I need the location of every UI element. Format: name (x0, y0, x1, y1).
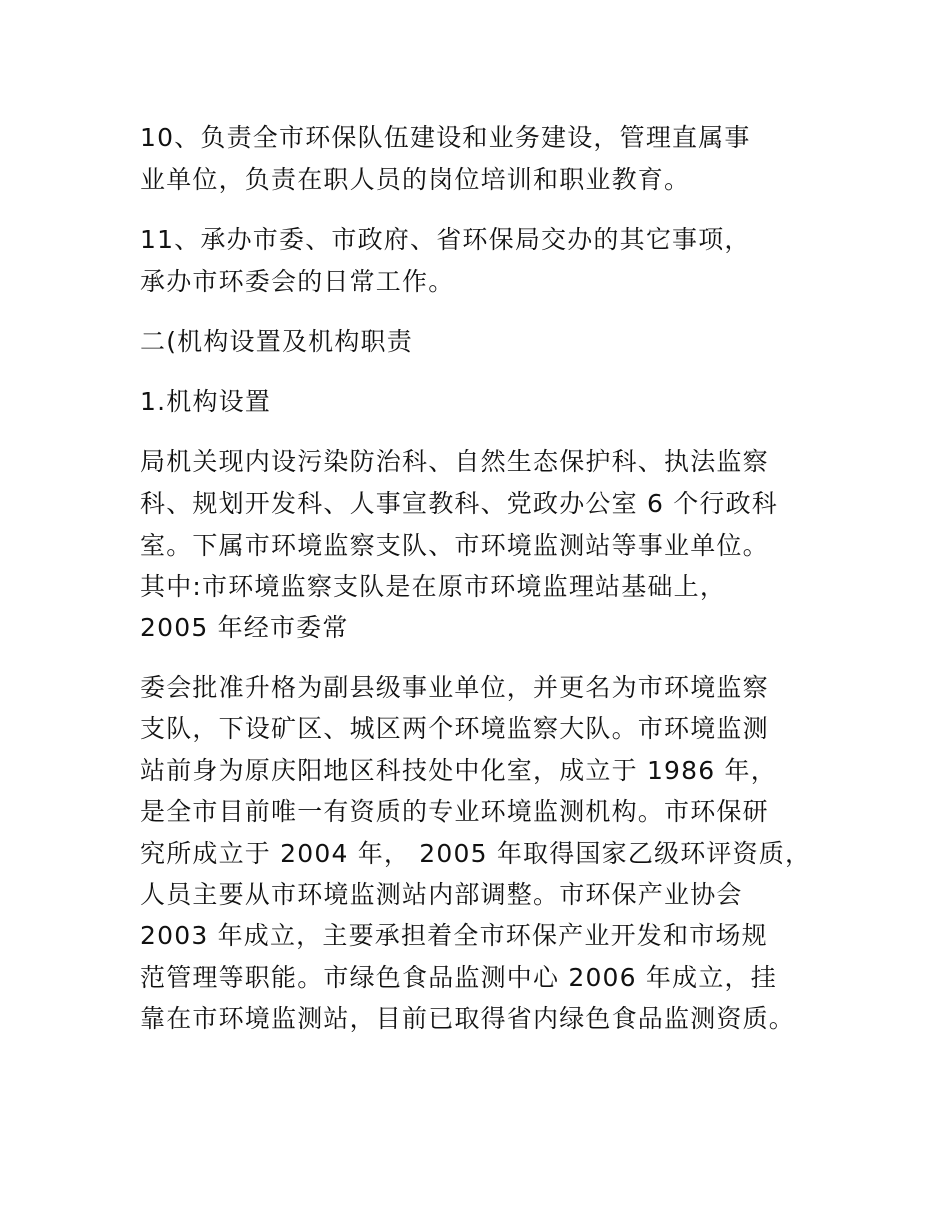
text-line: 承办市环委会的日常工作。 (140, 267, 455, 296)
text-line: 10、负责全市环保队伍建设和业务建设，管理直属事 (140, 123, 751, 152)
text-line: 其中:市环境监察支队是在原市环境监理站基础上， (140, 572, 727, 601)
text-line: 靠在市环境监测站，目前已取得省内绿色食品监测资质。 (140, 1004, 796, 1033)
subsection-heading: 1.机构设置 (140, 387, 272, 416)
text-line: 2005 年经市委常 (140, 613, 349, 642)
text-line: 11、承办市委、市政府、省环保局交办的其它事项， (140, 225, 751, 254)
text-line: 业单位，负责在职人员的岗位培训和职业教育。 (140, 165, 691, 194)
text-line: 人员主要从市环境监测站内部调整。市环保产业协会 (140, 880, 743, 909)
text-line: 委会批准升格为副县级事业单位，并更名为市环境监察 (140, 673, 769, 702)
text-line: 支队，下设矿区、城区两个环境监察大队。市环境监测 (140, 714, 769, 743)
text-line: 范管理等职能。市绿色食品监测中心 2006 年成立，挂 (140, 963, 777, 992)
text-line: 科、规划开发科、人事宣教科、党政办公室 6 个行政科 (140, 489, 779, 518)
section-heading: 二(机构设置及机构职责 (140, 327, 413, 356)
text-line: 室。下属市环境监察支队、市环境监测站等事业单位。 (140, 531, 769, 560)
text-line: 2003 年成立，主要承担着全市环保产业开发和市场规 (140, 921, 768, 950)
text-line: 究所成立于 2004 年， 2005 年取得国家乙级环评资质， (140, 839, 812, 868)
text-line: 站前身为原庆阳地区科技处中化室，成立于 1986 年， (140, 756, 777, 785)
text-line: 局机关现内设污染防治科、自然生态保护科、执法监察 (140, 447, 769, 476)
text-line: 是全市目前唯一有资质的专业环境监测机构。市环保研 (140, 797, 769, 826)
